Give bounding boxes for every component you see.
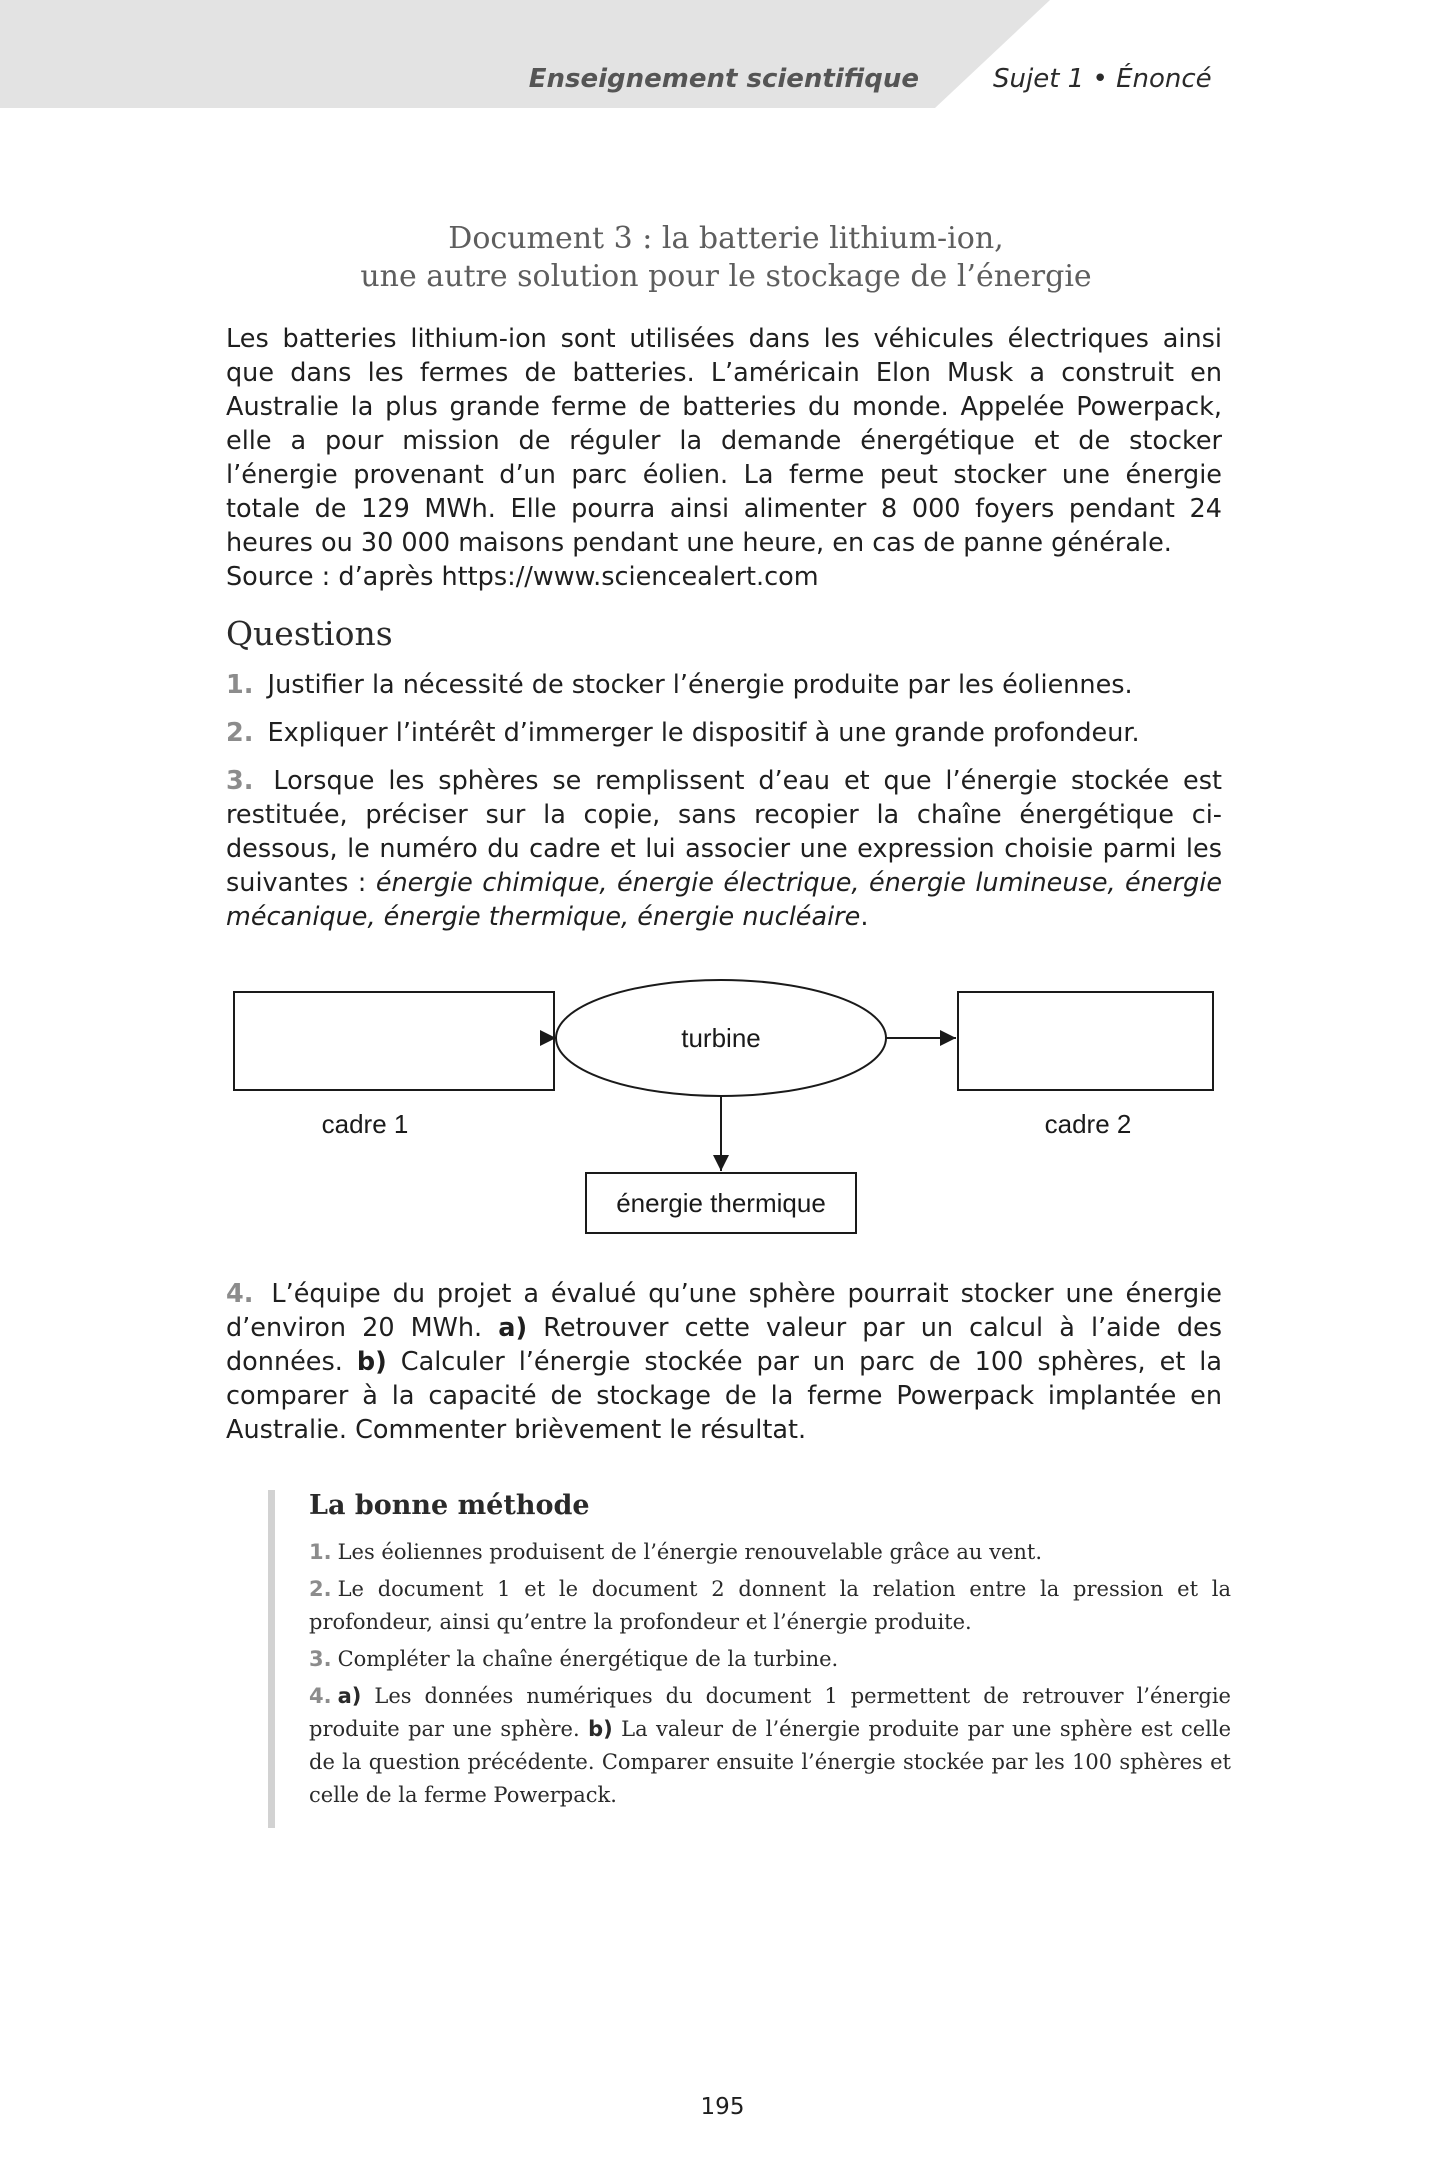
method-body: [309, 1536, 1231, 1816]
method-item-4-label-a: a): [337, 1684, 362, 1708]
method-item-2: [309, 1573, 1231, 1639]
energy-chain-diagram: [220, 975, 1230, 1245]
method-item-1-number: 1.: [309, 1540, 332, 1564]
question-4-part-a: Retrouver cette valeur par un calcul à l’aide des données.: [226, 1313, 1223, 1377]
method-item-3: [309, 1643, 1231, 1676]
method-box: [268, 1490, 1235, 1828]
question-3: [226, 764, 1222, 934]
question-4-label-a: a): [498, 1313, 528, 1343]
method-item-4-part-a: Les données numériques du document 1 permettent de retrouver l’énergie produite par une sphère.: [309, 1684, 1231, 1741]
document-title-line2: une autre solution pour le stockage de l’énergie: [360, 259, 1092, 294]
page-number: 195: [700, 2094, 745, 2120]
method-item-3-text: Compléter la chaîne énergétique de la turbine.: [337, 1647, 839, 1671]
question-3-end: .: [860, 902, 869, 932]
method-item-1-text: Les éoliennes produisent de l’énergie renouvelable grâce au vent.: [337, 1540, 1043, 1564]
method-title: La bonne méthode: [309, 1490, 590, 1521]
method-item-1: [309, 1536, 1231, 1569]
turbine-label: turbine: [681, 1023, 761, 1053]
question-3-options: énergie chimique, énergie électrique, énergie lumineuse, énergie mécanique, énergie thermique, énergie nucléaire: [226, 868, 1223, 932]
method-item-3-number: 3.: [309, 1647, 332, 1671]
question-3-text: Lorsque les sphères se remplissent d’eau et que l’énergie stockée est restituée, préciser sur la copie, sans recopier la chaîne énergétique ci-dessous, le numéro du cadre et lui associer une expression choisie parmi les suivantes :: [226, 766, 1222, 898]
method-item-4-part-b: La valeur de l’énergie produite par une sphère est celle de la question précédente. Comparer ensuite l’énergie stockée par les 100 sphères et celle de la ferme Powerpack.: [309, 1717, 1232, 1807]
document-title: [226, 220, 1226, 296]
document-paragraph: [226, 322, 1222, 560]
cadre-2-label: cadre 2: [1044, 1109, 1132, 1139]
document-title-line1: Document 3 : la batterie lithium-ion,: [448, 221, 1004, 256]
question-3-number: 3.: [226, 766, 254, 796]
question-4-label-b: b): [356, 1347, 387, 1377]
method-item-2-text: Le document 1 et le document 2 donnent la relation entre la pression et la profondeur, ainsi qu’entre la profondeur et l’énergie produite.: [309, 1577, 1231, 1634]
question-4-intro: L’équipe du projet a évalué qu’une sphère pourrait stocker une énergie d’environ 20 MWh.: [226, 1279, 1222, 1343]
question-4-part-b: Calculer l’énergie stockée par un parc de 100 sphères, et la comparer à la capacité de stockage de la ferme Powerpack implantée en Australie. Commenter brièvement le résultat.: [226, 1347, 1223, 1445]
question-2-number: 2.: [226, 718, 254, 748]
method-item-4-number: 4.: [309, 1684, 332, 1708]
document-paragraph-text: Les batteries lithium-ion sont utilisées dans les véhicules électriques ainsi que dans les fermes de batteries. L’américain Elon Musk a construit en Australie la plus grande ferme de batteries du monde. Appelée Powerpack, elle a pour mission de réguler la demande énergétique et de stocker l’énergie provenant d’un parc éolien. La ferme peut stocker une énergie totale de 129 MWh. Elle pourra ainsi alimenter 8 000 foyers pendant 24 heures ou 30 000 maisons pendant une heure, en cas de panne générale.: [226, 324, 1222, 558]
question-4: [226, 1277, 1222, 1447]
questions-heading: Questions: [226, 614, 393, 653]
question-1: [226, 668, 1222, 702]
cadre-1-label: cadre 1: [321, 1109, 409, 1139]
cadre-2-box: [958, 992, 1213, 1090]
cadre-1-box: [234, 992, 554, 1090]
method-item-4-label-b: b): [588, 1717, 613, 1741]
question-2-text: Expliquer l’intérêt d’immerger le dispositif à une grande profondeur.: [267, 718, 1140, 748]
document-source: Source : d’après https://www.sciencealert.com: [226, 562, 819, 592]
question-2: [226, 716, 1222, 750]
header-sujet: Sujet 1 • Énoncé: [993, 64, 1212, 94]
method-item-2-number: 2.: [309, 1577, 332, 1601]
header-subject: Enseignement scientifique: [528, 64, 919, 94]
method-item-4: [309, 1680, 1231, 1812]
thermal-label: énergie thermique: [616, 1188, 826, 1218]
question-4-number: 4.: [226, 1279, 254, 1309]
question-1-text: Justifier la nécessité de stocker l’énergie produite par les éoliennes.: [267, 670, 1133, 700]
question-1-number: 1.: [226, 670, 254, 700]
